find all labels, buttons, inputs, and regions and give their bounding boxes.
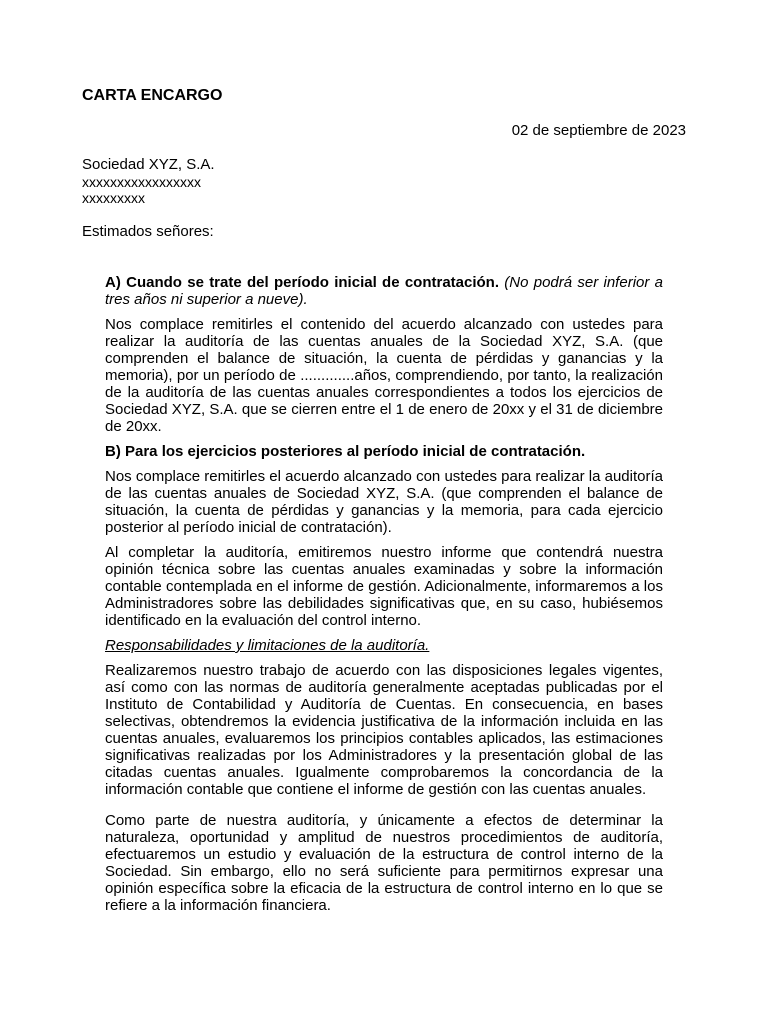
recipient-address-line-2: xxxxxxxxx xyxy=(82,190,145,206)
letter-title: CARTA ENCARGO xyxy=(82,87,223,104)
responsibilities-paragraph-1: Realizaremos nuestro trabajo de acuerdo con las disposiciones legales vigentes, así como con las normas de auditoría generalmente aceptadas publicadas por el Instituto de Contabilidad y Auditoría de Cuentas. En consecuencia, en bases selectivas, obtendremos la evidencia justificativa de la información incluida en las cuentas anuales, evaluaremos los principios contables aplicados, las estimaciones significativas realizadas por los Administradores y la presentación global de las citadas cuentas anuales. Igualmente comprobaremos la concordancia de la información contable que contiene el informe de gestión con las cuentas anuales. xyxy=(105,662,663,798)
section-a-paragraph: Nos complace remitirles el contenido del acuerdo alcanzado con ustedes para realizar la auditoría de las cuentas anuales de la Sociedad XYZ, S.A. (que comprenden el balance de situación, la cuenta de pérdidas y ganancias y la memoria), por un período de .............años, comprendiendo, por tanto, la realización de la auditoría de las cuentas anuales correspondientes a todos los ejercicios de Sociedad XYZ, S.A. que se cierren entre el 1 de enero de 20xx y el 31 de diciembre de 20xx. xyxy=(105,316,663,435)
recipient-address-line-1: xxxxxxxxxxxxxxxxx xyxy=(82,174,201,190)
greeting: Estimados señores: xyxy=(82,223,214,240)
responsibilities-heading: Responsabilidades y limitaciones de la auditoría. xyxy=(105,637,430,654)
recipient-block xyxy=(82,156,215,206)
report-paragraph: Al completar la auditoría, emitiremos nuestro informe que contendrá nuestra opinión técnica sobre las cuentas anuales examinadas y sobre la información contable contemplada en el informe de gestión. Adicionalmente, informaremos a los Administradores sobre las debilidades significativas que, en su caso, hubiésemos identificado en la evaluación del control interno. xyxy=(105,544,663,629)
section-a-heading-note: (No podrá ser inferior a tres años ni superior a nueve). xyxy=(105,274,663,308)
section-b-paragraph: Nos complace remitirles el acuerdo alcanzado con ustedes para realizar la auditoría de las cuentas anuales de Sociedad XYZ, S.A. (que comprenden el balance de situación, la cuenta de pérdidas y ganancias y la memoria, para cada ejercicio posterior al período inicial de contratación). xyxy=(105,468,663,536)
letter-body xyxy=(105,274,663,922)
recipient-name: Sociedad XYZ, S.A. xyxy=(82,156,215,173)
responsibilities-paragraph-2: Como parte de nuestra auditoría, y únicamente a efectos de determinar la naturaleza, oportunidad y amplitud de nuestros procedimientos de auditoría, efectuaremos un estudio y evaluación de la estructura de control interno de la Sociedad. Sin embargo, ello no será suficiente para permitirnos expresar una opinión específica sobre la eficacia de la estructura de control interno en lo que se refiere a la información financiera. xyxy=(105,812,663,914)
section-a-heading xyxy=(105,274,663,308)
letter-date: 02 de septiembre de 2023 xyxy=(511,122,686,139)
section-b-heading: B) Para los ejercicios posteriores al período inicial de contratación. xyxy=(105,443,586,460)
section-a-heading-bold: A) Cuando se trate del período inicial de contratación. xyxy=(105,274,499,291)
